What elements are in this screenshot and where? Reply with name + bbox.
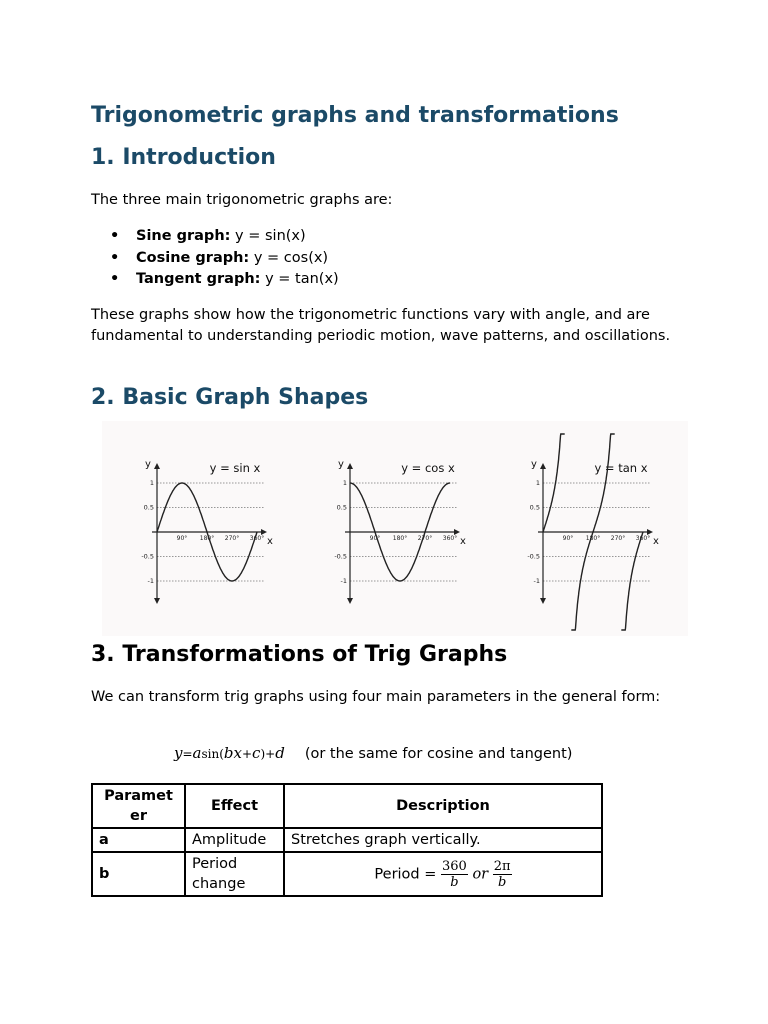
- y-axis-arrow: [540, 463, 546, 469]
- y-tick-label: 0.5: [336, 503, 347, 512]
- x-axis-label: x: [460, 536, 466, 547]
- list-item: [91, 269, 339, 291]
- bullet-icon: •: [110, 228, 120, 244]
- section-heading-basic-shapes: 2. Basic Graph Shapes: [91, 385, 369, 410]
- section-heading-introduction: 1. Introduction: [91, 145, 276, 170]
- y-axis-label: y: [338, 459, 344, 470]
- param-cell: a: [92, 828, 185, 852]
- effect-cell: Period change: [185, 852, 284, 896]
- x-tick-label: 90°: [369, 535, 381, 542]
- column-header-description: Description: [284, 784, 602, 828]
- x-tick-label: 360°: [635, 535, 651, 542]
- period-fraction-degrees: $\frac{360}{b}$: [442, 858, 467, 890]
- bullet-equation: y = tan(x): [265, 271, 339, 287]
- table-header-row: [92, 784, 602, 828]
- graph-shapes-svg: [102, 421, 688, 636]
- graph-title: y = sin x: [209, 461, 261, 475]
- transformations-paragraph: We can transform trig graphs using four main parameters in the general form:: [91, 689, 661, 705]
- y-axis-label: y: [531, 459, 537, 470]
- x-tick-label: 180°: [199, 535, 215, 542]
- y-axis-arrow: [154, 463, 160, 469]
- x-tick-label: 90°: [562, 535, 574, 542]
- x-tick-label: 360°: [249, 535, 265, 542]
- y-axis-label: y: [145, 459, 151, 470]
- y-tick-label: -0.5: [527, 552, 540, 561]
- graph-type-list: [91, 226, 339, 291]
- list-item: [91, 226, 339, 248]
- bullet-equation: y = sin(x): [235, 228, 306, 244]
- y-axis-arrow-down: [347, 598, 353, 604]
- bullet-term: Tangent graph:: [136, 271, 261, 287]
- column-header-effect: Effect: [185, 784, 284, 828]
- y-tick-label: -0.5: [141, 552, 154, 561]
- column-header-parameter: Paramet er: [92, 784, 185, 828]
- bullet-equation: y = cos(x): [253, 249, 329, 266]
- x-tick-label: 180°: [585, 535, 601, 542]
- parameters-table: [91, 783, 603, 897]
- y-tick-label: 1: [149, 479, 154, 487]
- graph-shapes-figure: [102, 421, 688, 636]
- graph-title: y = cos x: [401, 461, 455, 475]
- y-tick-label: 1: [535, 479, 540, 487]
- document-title: Trigonometric graphs and transformations: [91, 103, 619, 128]
- y-axis-arrow: [347, 463, 353, 469]
- x-tick-label: 360°: [442, 535, 458, 542]
- graph-title: y = tan x: [594, 461, 648, 475]
- y-axis-arrow-down: [540, 598, 546, 604]
- general-form-formula: y=asin(bx+c)+d: [174, 744, 285, 762]
- list-item: [91, 248, 339, 270]
- x-tick-label: 90°: [176, 535, 188, 542]
- x-axis-label: x: [267, 536, 273, 547]
- or-word: or: [472, 866, 489, 882]
- y-tick-label: 0.5: [529, 503, 540, 512]
- x-tick-label: 270°: [610, 535, 626, 542]
- general-form-line: [174, 744, 572, 762]
- x-tick-label: 180°: [392, 535, 408, 542]
- period-fraction-radians: $\frac{2\pi}{b}$: [493, 858, 511, 890]
- x-tick-label: 270°: [417, 535, 433, 542]
- y-tick-label: -1: [340, 577, 347, 585]
- y-tick-label: 1: [342, 479, 347, 487]
- bullet-icon: •: [110, 249, 120, 266]
- bullet-icon: •: [110, 271, 120, 287]
- description-cell: Stretches graph vertically.: [284, 828, 602, 852]
- param-cell: b: [92, 852, 185, 896]
- formula-note: (or the same for cosine and tangent): [304, 746, 573, 762]
- y-tick-label: 0.5: [143, 503, 154, 512]
- y-tick-label: -1: [147, 577, 154, 585]
- intro-lead-text: The three main trigonometric graphs are:: [91, 192, 393, 208]
- description-cell: [284, 852, 602, 896]
- y-axis-arrow-down: [154, 598, 160, 604]
- effect-cell: Amplitude: [185, 828, 284, 852]
- x-axis-label: x: [653, 536, 659, 547]
- section-heading-transformations: 3. Transformations of Trig Graphs: [91, 642, 508, 667]
- table-row: [92, 852, 602, 896]
- y-tick-label: -1: [533, 577, 540, 585]
- x-tick-label: 270°: [224, 535, 240, 542]
- table-row: [92, 828, 602, 852]
- y-tick-label: -0.5: [334, 552, 347, 561]
- bullet-term: Cosine graph:: [136, 249, 250, 266]
- period-prefix: Period =: [374, 866, 442, 882]
- intro-paragraph: These graphs show how the trigonometric functions vary with angle, and are fundamental to understanding periodic motion, wave patterns, and oscillations.: [91, 307, 671, 344]
- bullet-term: Sine graph:: [136, 228, 231, 244]
